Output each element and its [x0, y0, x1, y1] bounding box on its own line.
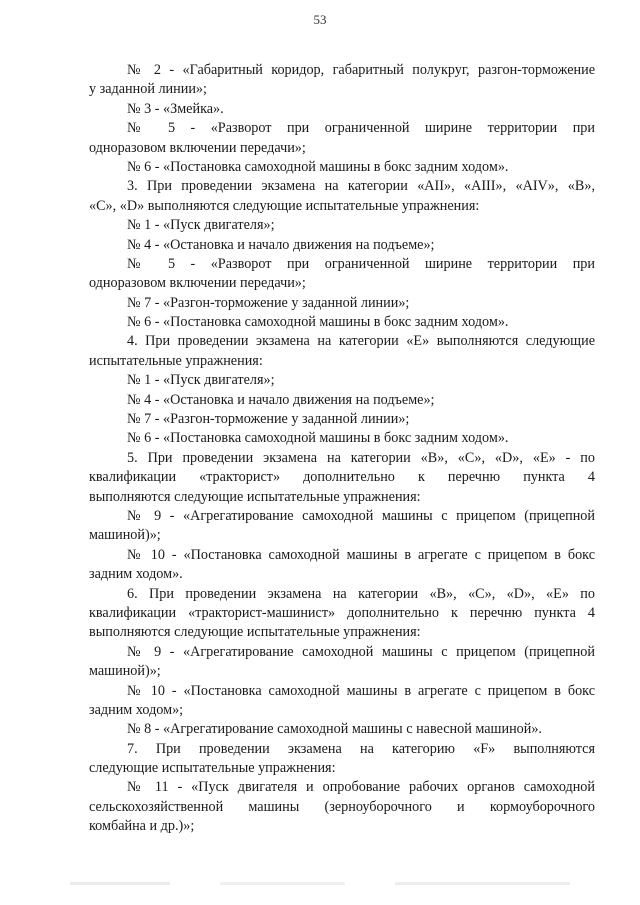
document-body [89, 61, 595, 837]
text-line: № 3 - «Змейка». [127, 100, 224, 117]
text-line: № 8 - «Агрегатирование самоходной машины с навесной машиной». [127, 721, 542, 738]
text-line: 5. При проведении экзамена на категории «B», «C», «D», «E» - по [127, 449, 595, 466]
text-line: машиной)»; [89, 527, 161, 544]
text-line: № 11 - «Пуск двигателя и опробование рабочих органов самоходной [127, 779, 595, 796]
text-line: машиной)»; [89, 663, 161, 680]
text-line: № 4 - «Остановка и начало движения на подъеме»; [127, 236, 435, 253]
text-line: одноразовом включении передачи»; [89, 275, 306, 292]
text-line: у заданной линии»; [89, 81, 207, 98]
text-line: № 5 - «Разворот при ограниченной ширине территории при [127, 120, 595, 137]
text-line: № 9 - «Агрегатирование самоходной машины с прицепом (прицепной [127, 643, 595, 660]
text-line: № 5 - «Разворот при ограниченной ширине территории при [127, 255, 595, 272]
scan-artifact [70, 882, 570, 885]
text-line: 7. При проведении экзамена на категорию «F» выполняются [127, 740, 595, 757]
text-line: № 7 - «Разгон-торможение у заданной линии»; [127, 411, 410, 428]
text-line: выполняются следующие испытательные упражнения: [89, 624, 421, 641]
text-line: № 10 - «Постановка самоходной машины в агрегате с прицепом в бокс [127, 546, 595, 563]
text-line: одноразовом включении передачи»; [89, 139, 306, 156]
page-number: 53 [313, 12, 327, 27]
text-line: выполняются следующие испытательные упражнения: [89, 488, 421, 505]
text-line: № 6 - «Постановка самоходной машины в бокс задним ходом». [127, 314, 509, 331]
text-line: квалификации «тракторист» дополнительно к перечню пункта 4 [89, 469, 595, 486]
text-line: 6. При проведении экзамена на категории «B», «C», «D», «E» по [127, 585, 595, 602]
text-line: № 4 - «Остановка и начало движения на подъеме»; [127, 391, 435, 408]
text-line: сельскохозяйственной машины (зерноуборочного и кормоуборочного [89, 798, 595, 815]
text-line: № 1 - «Пуск двигателя»; [127, 217, 275, 234]
text-line: № 6 - «Постановка самоходной машины в бокс задним ходом». [127, 158, 509, 175]
text-line: задним ходом». [89, 566, 183, 583]
text-line: испытательные упражнения: [89, 352, 263, 369]
text-line: задним ходом»; [89, 701, 184, 718]
text-line: № 9 - «Агрегатирование самоходной машины с прицепом (прицепной [127, 507, 595, 524]
text-line: следующие испытательные упражнения: [89, 760, 336, 777]
text-line: 4. При проведении экзамена на категории «E» выполняются следующие [127, 333, 595, 350]
text-line: 3. При проведении экзамена на категории «AII», «AIII», «AIV», «B», [127, 178, 595, 195]
text-line: «C», «D» выполняются следующие испытательные упражнения: [89, 197, 480, 214]
text-line: № 10 - «Постановка самоходной машины в агрегате с прицепом в бокс [127, 682, 595, 699]
text-line: № 7 - «Разгон-торможение у заданной линии»; [127, 294, 410, 311]
text-line: комбайна и др.)»; [89, 818, 195, 835]
text-line: квалификации «тракторист-машинист» дополнительно к перечню пункта 4 [89, 604, 595, 621]
text-line: № 1 - «Пуск двигателя»; [127, 372, 275, 389]
text-line: № 6 - «Постановка самоходной машины в бокс задним ходом». [127, 430, 509, 447]
text-line: № 2 - «Габаритный коридор, габаритный полукруг, разгон-торможение [127, 62, 595, 78]
